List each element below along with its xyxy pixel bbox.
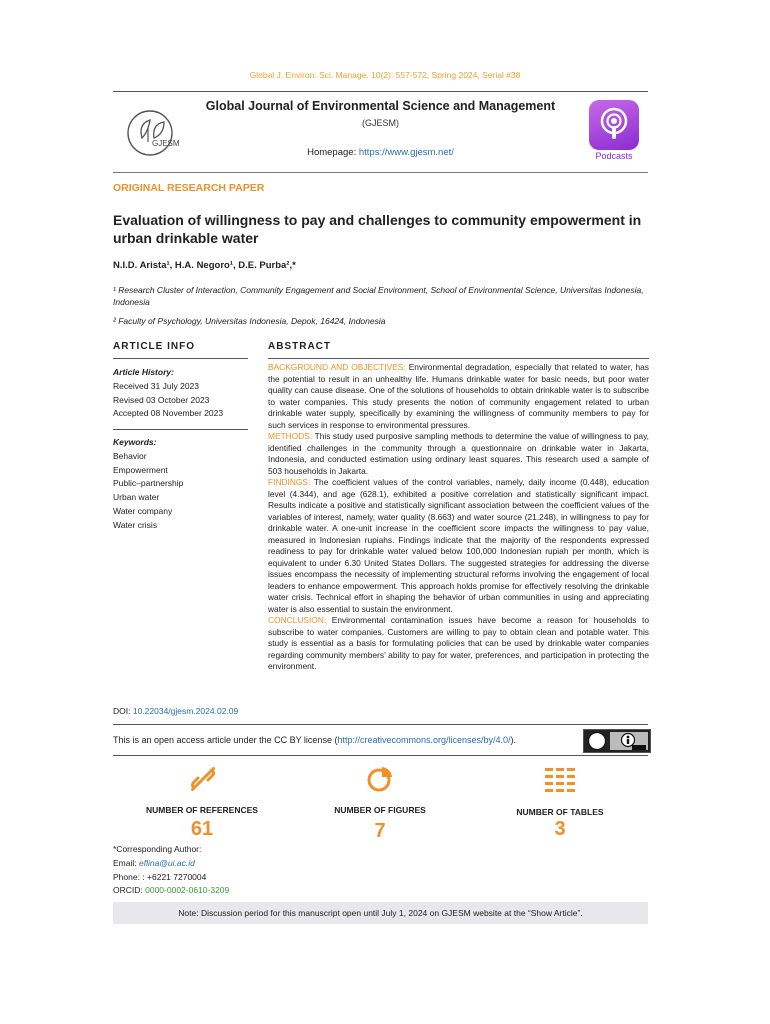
license-link[interactable]: http://creativecommons.org/licenses/by/4.0/ [337,735,511,745]
paper-title: Evaluation of willingness to pay and challenges to community empowerment in urban drinkable water [113,212,642,246]
corresponding-author [113,843,229,898]
keyword: Empowerment [113,464,168,475]
affiliation-1: ¹ Research Cluster of Interaction, Community Engagement and Social Environment, School of Environmental Science, Universitas Indonesia, Indonesia [113,285,644,307]
article-history [113,366,248,421]
history-revised: Revised 03 October 2023 [113,394,210,405]
podcasts-label[interactable]: Podcasts [595,151,633,161]
abstract-findings-label: FINDINGS: [268,477,311,487]
orcid-label: ORCID: [113,885,146,896]
cc-by-badge[interactable] [583,729,651,753]
figures-value: 7 [374,820,386,842]
abstract-rule [268,358,649,359]
stats-rule [113,755,648,756]
abstract-findings-text: The coefficient values of the control variables, namely, daily income (0.448), education level (4.344), and age (628.1), exhibited a positive correlation and statistically significant impact. Results indicate a positive and statistically significant association between the coefficient values of the variables of interest, namely, water quality (8.663) and water source (21.248), in willingness to pay for drinkable water. A one-unit increase in the coefficient score impacts the willingness to pay value, measured in Indonesian rupiahs. Findings indicate that the majority of the respondents expressed readiness to pay for drinkable water valued below 100,000 Indonesian rupiah per month, which is equivalent to under 6.30 United States Dollars. The suggested strategies for addressing the diverse issues encompass the necessity of implementing structural reforms involving the engagement of local leaders to enhance empowerment. This approach holds promise for effectively resolving the drinkable water crisis. Technical effort in shaping the behavior of urban communities in using and appreciating water is also essential to sustain the environment. [268,477,649,614]
article-info-heading: ARTICLE INFO [113,341,195,352]
table-icon [544,766,576,794]
authors: N.I.D. Arista¹, H.A. Negoro¹, D.E. Purba²,* [113,260,296,271]
podcasts-icon[interactable] [589,100,639,150]
keywords-label: Keywords: [113,437,157,447]
keywords [113,436,248,533]
keyword: Water crisis [113,519,158,530]
history-label: Article History: [113,367,174,377]
journal-abbr: (GJESM) [362,118,399,128]
history-received: Received 31 July 2023 [113,380,200,391]
references-value: 61 [190,818,214,840]
homepage-label: Homepage: [307,147,359,158]
corresponding-heading: *Corresponding Author: [113,844,202,854]
logo-text: GJESM [152,139,180,148]
section-rule [113,724,648,725]
abstract-body [268,362,649,673]
tables-value: 3 [554,818,566,840]
header-rule-top [113,91,648,92]
keyword: Water company [113,505,173,516]
journal-title: Global Journal of Environmental Science and Management [205,99,556,113]
email-link[interactable]: eflina@ui.ac.id [138,857,195,868]
doi-link[interactable]: 10.22034/gjesm.2024.02.09 [132,706,239,716]
corresponding-phone: Phone: : +6221 7270004 [113,871,207,882]
orcid-link[interactable]: 0000-0002-0610-3209 [145,885,230,896]
link-icon [188,764,218,794]
email-label: Email: [113,857,139,868]
corresponding-email-line [113,857,229,871]
homepage-link[interactable]: https://www.gjesm.net/ [358,147,454,158]
license-prefix: This is an open access article under the CC BY license ( [113,735,338,745]
abstract-heading: ABSTRACT [268,341,331,352]
history-rule [113,429,248,430]
abstract-methods-label: METHODS: [268,431,313,441]
keyword: Public–partnership [113,478,184,489]
affiliation-2: ² Faculty of Psychology, Universitas Indonesia, Depok, 16424, Indonesia [113,316,386,326]
doi-label: DOI: [113,706,133,716]
homepage [113,147,648,158]
paper-type: ORIGINAL RESEARCH PAPER [113,182,265,194]
abstract-background-text: Environmental degradation, especially that related to water, has the potential to result in an unhealthy life. Humans drinkable water for basic needs, but poor water quality can cause disease. One of the solutions of households to obtain drinkable water is to subscribe to water companies. This study presents the notion of community engagement related to urban drinkable water supply, specifically by examining the willingness of community members to pay for such services in response to environmental pressures. [268,362,649,430]
article-info-rule [113,358,248,359]
doi [113,706,238,716]
abstract-conclusion-text: Environmental contamination issues have become a reason for households to subscribe to water companies. Customers are willing to pay to obtain clean and potable water. This study is essential as a basis for formulating policies that can be used by drinkable water companies regarding community members’ ability to pay for water, preferences, and participation in protecting the environment. [268,615,649,671]
history-accepted: Accepted 08 November 2023 [113,408,224,419]
license-suffix: ). [510,735,517,745]
header-rule-bottom [113,172,648,173]
corresponding-orcid-line [113,884,229,898]
journal-citation: Global J. Environ. Sci. Manage. 10(2): 557-572, Spring 2024, Serial #38 [249,70,521,80]
figures-label: NUMBER OF FIGURES [334,805,426,815]
license-text [113,735,516,745]
abstract-background-label: BACKGROUND AND OBJECTIVES: [268,362,406,372]
abstract-methods-text: This study used purposive sampling methods to determine the value of willingness to pay, identified challenges in the community through a questionnaire on drinkable water in Jakarta, Indonesia, and conducted estimation using ordinary least squares. This research used a sample of 503 households in Jakarta. [268,431,649,476]
discussion-note: Note: Discussion period for this manuscript open until July 1, 2024 on GJESM website at the “Show Article”. [113,902,648,924]
keyword: Behavior [113,450,147,461]
keyword: Urban water [113,492,160,503]
abstract-conclusion-label: CONCLUSION: [268,615,327,625]
tables-label: NUMBER OF TABLES [516,807,604,817]
pie-chart-icon [365,764,395,794]
references-label: NUMBER OF REFERENCES [146,805,258,815]
